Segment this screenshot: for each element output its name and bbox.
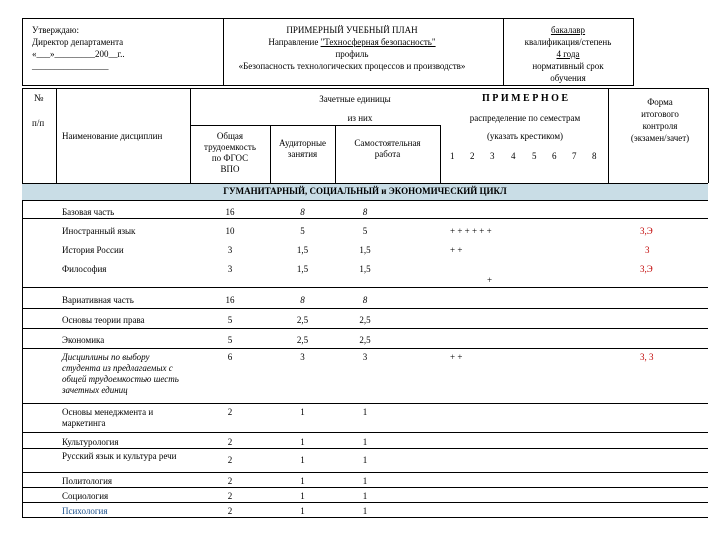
degree: бакалавр xyxy=(550,25,586,35)
row-total: 2 xyxy=(227,491,233,501)
semester-4: 4 xyxy=(511,151,516,161)
row-name: Дисциплины по выбору студента из предлагаемых с общей трудоемкостью шесть зачетных единиц xyxy=(62,352,179,395)
row-name: Социология xyxy=(62,491,109,501)
row-aud: 2,5 xyxy=(296,335,309,345)
row-total: 5 xyxy=(227,335,233,345)
row-aud: 5 xyxy=(300,226,305,236)
row-aud: 1 xyxy=(300,455,305,465)
row-name: Русский язык и культура речи xyxy=(62,451,177,461)
page-title: ПРИМЕРНЫЙ УЧЕБНЫЙ ПЛАН xyxy=(286,25,418,35)
row-self: 1 xyxy=(362,407,368,417)
row-name: Психология xyxy=(62,506,108,516)
row-total: 2 xyxy=(227,407,233,417)
direction-name: "Техносферная безопасность" xyxy=(320,37,436,47)
column-number-sub: п/п xyxy=(32,118,45,128)
row-self: 1 xyxy=(362,506,368,516)
row-self: 1 xyxy=(362,437,368,447)
row-self: 8 xyxy=(362,295,368,305)
semester-7: 7 xyxy=(572,151,577,161)
column-credits-sub: из них xyxy=(347,113,373,123)
row-marks: + + + + + + xyxy=(450,226,492,236)
row-total: 3 xyxy=(227,245,233,255)
row-self: 5 xyxy=(362,226,368,236)
row-aud: 1 xyxy=(300,476,305,486)
approve-line-2: Директор департамента xyxy=(32,37,124,47)
row-total: 10 xyxy=(225,226,235,236)
row-total: 2 xyxy=(227,437,233,447)
row-name: История России xyxy=(62,245,124,255)
row-aud: 1 xyxy=(300,506,305,516)
semester-6: 6 xyxy=(552,151,557,161)
column-mark-hint: (указать крестиком) xyxy=(486,131,564,141)
row-total: 16 xyxy=(225,207,235,217)
row-name: Иностранный язык xyxy=(62,226,136,236)
approve-line-3: «___»_________200__г.. xyxy=(32,49,125,59)
column-total: Общая трудоемкость по ФГОС ВПО xyxy=(204,131,256,174)
row-self: 1,5 xyxy=(359,264,371,274)
row-total: 2 xyxy=(227,455,233,465)
row-control: 3, 3 xyxy=(640,352,654,362)
profile-label: профиль xyxy=(335,49,369,59)
qualification-label: квалификация/степень xyxy=(524,37,612,47)
row-name: Базовая часть xyxy=(62,207,115,217)
row-total: 16 xyxy=(225,295,235,305)
row-total: 6 xyxy=(227,352,233,362)
column-control: Форма итогового контроля (экзамен/зачет) xyxy=(630,97,690,143)
semester-3: 3 xyxy=(490,151,495,161)
row-self: 3 xyxy=(362,352,368,362)
column-discipline-name: Наименование дисциплин xyxy=(62,131,163,141)
term-label-1: нормативный срок xyxy=(532,61,604,71)
row-self: 1 xyxy=(362,491,368,501)
row-marks: + xyxy=(487,275,493,285)
semester-2: 2 xyxy=(470,151,475,161)
row-aud: 8 xyxy=(300,295,305,305)
row-self: 1 xyxy=(362,476,368,486)
study-term: 4 года xyxy=(556,49,580,59)
direction-line: Направление "Техносферная безопасность" xyxy=(268,37,436,47)
term-label-2: обучения xyxy=(550,73,586,83)
row-aud: 8 xyxy=(300,207,305,217)
column-distribution: распределение по семестрам xyxy=(469,113,581,123)
row-name: Основы менеджмента и маркетинга xyxy=(62,407,154,428)
row-aud: 1,5 xyxy=(296,245,309,255)
semester-1: 1 xyxy=(450,151,455,161)
row-control: 3 xyxy=(645,245,650,255)
row-self: 8 xyxy=(362,207,368,217)
row-name: Культурология xyxy=(62,437,119,447)
row-control: 3,Э xyxy=(640,264,653,274)
row-self: 1 xyxy=(362,455,368,465)
row-total: 5 xyxy=(227,315,233,325)
column-example: П Р И М Е Р Н О Е xyxy=(481,93,569,104)
approval-block xyxy=(32,24,125,72)
profile-name: «Безопасность технологических процессов и производств» xyxy=(238,61,466,71)
row-marks: + + xyxy=(450,352,463,362)
column-selfwork: Самостоятельная работа xyxy=(354,138,421,159)
row-total: 3 xyxy=(227,264,233,274)
row-aud: 1,5 xyxy=(296,264,309,274)
row-aud: 1 xyxy=(300,407,305,417)
row-name: Экономика xyxy=(62,335,105,345)
column-number: № xyxy=(34,93,44,104)
row-aud: 1 xyxy=(300,491,305,501)
column-classroom: Аудиторные занятия xyxy=(278,138,327,159)
semester-5: 5 xyxy=(532,151,537,161)
degree-block xyxy=(503,24,633,84)
row-name: Политология xyxy=(62,476,113,486)
row-marks: + + xyxy=(450,245,463,255)
approve-line-4: _________________ xyxy=(32,61,109,71)
semester-8: 8 xyxy=(592,151,597,161)
row-aud: 1 xyxy=(300,437,305,447)
approve-line-1: Утверждаю: xyxy=(32,25,80,35)
row-name: Вариативная часть xyxy=(62,295,134,305)
row-control: 3,Э xyxy=(640,226,653,236)
column-credits: Зачетные единицы xyxy=(319,94,391,104)
row-total: 2 xyxy=(227,506,233,516)
row-total: 2 xyxy=(227,476,233,486)
row-aud: 2,5 xyxy=(296,315,309,325)
row-name: Философия xyxy=(62,264,107,274)
section-title: ГУМАНИТАРНЫЙ, СОЦИАЛЬНЫЙ и ЭКОНОМИЧЕСКИЙ ЦИКЛ xyxy=(223,186,507,196)
row-aud: 3 xyxy=(300,352,305,362)
row-self: 1,5 xyxy=(359,245,371,255)
title-block xyxy=(222,24,482,72)
row-name: Основы теории права xyxy=(62,315,145,325)
row-self: 2,5 xyxy=(359,335,371,345)
row-self: 2,5 xyxy=(359,315,371,325)
